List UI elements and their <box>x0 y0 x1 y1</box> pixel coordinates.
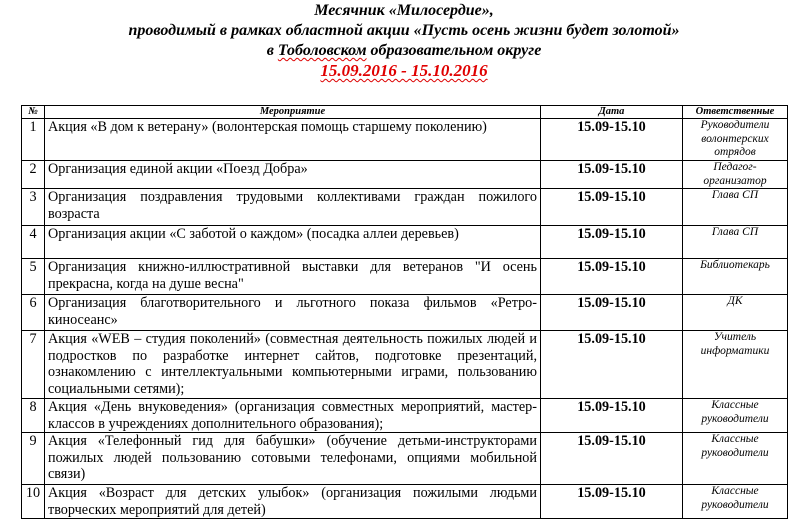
row-event: Акция «WEB – студия поколений» (совместная деятельность пожилых людей и подростков по разработке интернет сайтов, подготовке презентаций, ознакомлению с интеллектуальными компьютерными играми, пользованию социальными сетями); <box>45 331 541 399</box>
row-responsible: Глава СП <box>683 226 788 259</box>
row-number: 2 <box>22 161 45 189</box>
row-number: 9 <box>22 433 45 485</box>
row-number: 5 <box>22 259 45 295</box>
row-event: Организация благотворительного и льготного показа фильмов «Ретро-киносеанс» <box>45 295 541 331</box>
row-number: 4 <box>22 226 45 259</box>
table-row <box>22 259 788 295</box>
title-line-3-prefix: в <box>266 42 278 59</box>
row-number: 10 <box>22 485 45 519</box>
row-number: 6 <box>22 295 45 331</box>
row-event: Акция «В дом к ветерану» (волонтерская помощь старшему поколению) <box>45 119 541 161</box>
row-responsible: Учитель информатики <box>683 331 788 399</box>
title-line-3-underlined-word: Тоболовском <box>277 42 367 59</box>
table-row <box>22 399 788 433</box>
row-date: 15.09-15.10 <box>541 331 683 399</box>
row-date: 15.09-15.10 <box>541 259 683 295</box>
row-responsible: Классные руководители <box>683 433 788 485</box>
row-event: Организация единой акции «Поезд Добра» <box>45 161 541 189</box>
col-header-event: Мероприятие <box>45 106 541 119</box>
row-date: 15.09-15.10 <box>541 295 683 331</box>
table-row <box>22 161 788 189</box>
events-table <box>21 105 788 519</box>
row-event: Организация поздравления трудовыми коллективами граждан пожилого возраста <box>45 189 541 226</box>
row-date: 15.09-15.10 <box>541 433 683 485</box>
row-responsible: Классные руководители <box>683 485 788 519</box>
row-responsible: Библиотекарь <box>683 259 788 295</box>
table-row <box>22 433 788 485</box>
table-row <box>22 295 788 331</box>
title-line-1: Месячник «Милосердие», <box>314 2 494 19</box>
title-line-2: проводимый в рамках областной акции «Пусть осень жизни будет золотой» <box>128 22 680 39</box>
period-dates: 15.09.2016 - 15.10.2016 <box>320 61 488 80</box>
table-row <box>22 331 788 399</box>
row-event: Организация книжно-иллюстративной выставки для ветеранов "И осень прекрасна, когда на душе весна" <box>45 259 541 295</box>
row-date: 15.09-15.10 <box>541 189 683 226</box>
table-row <box>22 189 788 226</box>
row-number: 7 <box>22 331 45 399</box>
row-number: 3 <box>22 189 45 226</box>
row-date: 15.09-15.10 <box>541 119 683 161</box>
row-date: 15.09-15.10 <box>541 226 683 259</box>
table-header-row <box>22 106 788 119</box>
col-header-date: Дата <box>541 106 683 119</box>
row-responsible: ДК <box>683 295 788 331</box>
row-date: 15.09-15.10 <box>541 399 683 433</box>
row-date: 15.09-15.10 <box>541 485 683 519</box>
document-header <box>0 0 808 81</box>
row-event: Акция «Возраст для детских улыбок» (организация пожилыми людьми творческих мероприятий для детей) <box>45 485 541 519</box>
row-event: Акция «День внуковедения» (организация совместных мероприятий, мастер-классов в учреждениях дополнительного образования); <box>45 399 541 433</box>
table-row <box>22 119 788 161</box>
table-row <box>22 485 788 519</box>
table-row <box>22 226 788 259</box>
row-event: Организация акции «С заботой о каждом» (посадка аллеи деревьев) <box>45 226 541 259</box>
col-header-number: № <box>22 106 45 119</box>
row-responsible: Педагог-организатор <box>683 161 788 189</box>
row-responsible: Классные руководители <box>683 399 788 433</box>
row-event: Акция «Телефонный гид для бабушки» (обучение детьми-инструкторами пожилых людей пользованию сотовыми телефонами, опциями мобильной связи) <box>45 433 541 485</box>
row-number: 8 <box>22 399 45 433</box>
row-responsible: Глава СП <box>683 189 788 226</box>
col-header-responsible: Ответственные <box>683 106 788 119</box>
row-date: 15.09-15.10 <box>541 161 683 189</box>
row-number: 1 <box>22 119 45 161</box>
row-responsible: Руководители волонтерских отрядов <box>683 119 788 161</box>
title-line-3-suffix: образовательном округе <box>366 42 542 59</box>
title-line-3 <box>0 41 808 61</box>
